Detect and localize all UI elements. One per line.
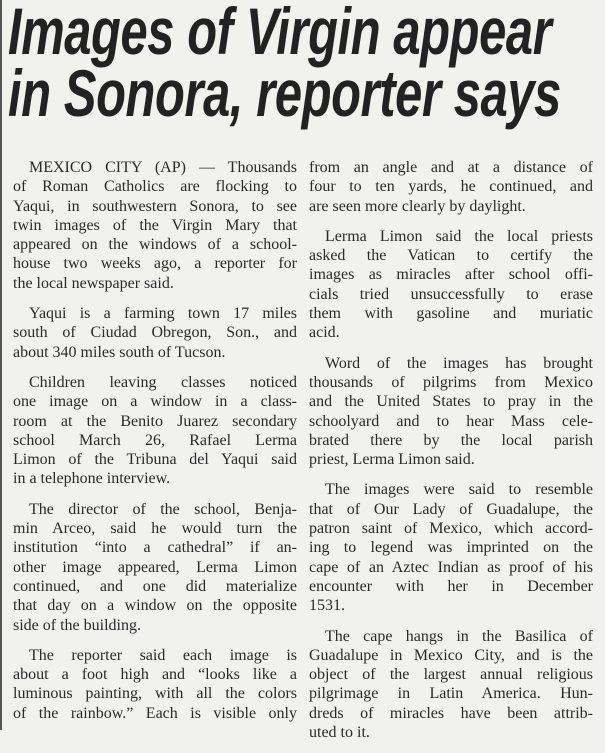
text-line: that day on a window on the opposite — [13, 597, 297, 615]
headline-line: Images of Virgin appear — [8, 0, 552, 68]
text-line: acid. — [309, 324, 340, 342]
text-line: four to ten yards, he continued, and — [309, 178, 593, 196]
text-line: The images were said to resemble — [325, 481, 593, 499]
text-line: ing to legend was imprinted on the — [309, 539, 593, 557]
headline-line: in Sonora, reporter says — [8, 56, 561, 130]
text-line: uted to it. — [309, 724, 370, 742]
text-line: and the United States to pray in the — [309, 393, 593, 411]
text-line: of the rainbow.” Each is visible only — [13, 704, 297, 722]
article-paragraph — [309, 158, 593, 216]
text-line: Yaqui is a farming town 17 miles — [29, 305, 297, 323]
text-line: from an angle and at a distance of — [309, 159, 593, 176]
clipping-edge — [0, 0, 2, 730]
text-line: pilgrimage in Latin America. Hun- — [309, 685, 593, 703]
text-line: house two weeks ago, a reporter for — [13, 255, 297, 273]
text-line: The reporter said each image is — [29, 646, 297, 664]
article-paragraph — [309, 354, 593, 470]
text-line: object of the largest annual religious — [309, 666, 593, 684]
article-column-right — [309, 158, 593, 753]
text-line: cials tried unsuccessfully to erase — [309, 285, 593, 303]
text-line: patron saint of Mexico, which accord- — [309, 520, 593, 538]
article-paragraph — [13, 500, 297, 635]
text-line: images as miracles after school offi- — [309, 266, 593, 284]
text-line: schoolyard and to hear Mass cele- — [309, 412, 593, 430]
text-line: 1531. — [309, 597, 345, 615]
text-line: cape of an Aztec Indian as proof of his — [309, 558, 593, 576]
text-line: room at the Benito Juarez secondary — [13, 412, 297, 430]
text-line: priest, Lerma Limon said. — [309, 451, 475, 469]
text-line: the local newspaper said. — [13, 274, 174, 292]
article-paragraph — [13, 373, 297, 489]
text-line: school March 26, Rafael Lerma — [13, 431, 297, 449]
text-line: about a foot high and “looks like a — [13, 666, 297, 684]
text-line: asked the Vatican to certify the — [309, 247, 593, 265]
text-line: other image appeared, Lerma Limon — [13, 558, 297, 576]
text-line: Lerma Limon said the local priests — [325, 227, 593, 245]
headline — [8, 0, 600, 130]
text-line: The cape hangs in the Basilica of — [325, 627, 593, 645]
text-line: Word of the images has brought — [325, 354, 593, 372]
text-line: brated there by the local parish — [309, 431, 593, 449]
text-line: luminous painting, with all the colors — [13, 685, 297, 703]
text-line: that of Our Lady of Guadalupe, the — [309, 500, 593, 518]
text-line: continued, and one did materialize — [13, 577, 297, 595]
text-line: institution “into a cathedral” if an- — [13, 539, 297, 557]
article-paragraph — [13, 158, 297, 293]
text-line: of Roman Catholics are flocking to — [13, 178, 297, 196]
text-line: are seen more clearly by daylight. — [309, 197, 526, 215]
text-line: Yaqui, in southwestern Sonora, to see — [13, 197, 297, 215]
text-line: side of the building. — [13, 616, 141, 634]
text-line: appeared on the windows of a school- — [13, 236, 297, 254]
text-line: Guadalupe in Mexico City, and is the — [309, 646, 593, 664]
text-line: thousands of pilgrims from Mexico — [309, 373, 593, 391]
text-line: encounter with her in December — [309, 577, 593, 595]
text-line: The director of the school, Benja- — [29, 500, 297, 518]
text-line: one image on a window in a class- — [13, 393, 297, 411]
article-paragraph — [309, 627, 593, 743]
text-line: Limon of the Tribuna del Yaqui said — [13, 451, 297, 469]
text-line: about 340 miles south of Tucson. — [13, 343, 226, 361]
text-line: south of Ciudad Obregon, Son., and — [13, 324, 297, 342]
text-line: dreds of miracles have been attrib- — [309, 704, 593, 722]
article-paragraph — [309, 480, 593, 615]
article-paragraph — [13, 304, 297, 362]
text-line: MEXICO CITY (AP) — Thousands — [29, 159, 297, 176]
text-line: them with gasoline and muriatic — [309, 305, 593, 323]
text-line: in a telephone interview. — [13, 470, 171, 488]
article-paragraph — [13, 646, 297, 723]
text-line: Children leaving classes noticed — [29, 373, 297, 391]
article-paragraph — [309, 227, 593, 343]
text-line: twin images of the Virgin Mary that — [13, 216, 297, 234]
text-line: min Arceo, said he would turn the — [13, 520, 297, 538]
article-column-left — [13, 158, 297, 734]
